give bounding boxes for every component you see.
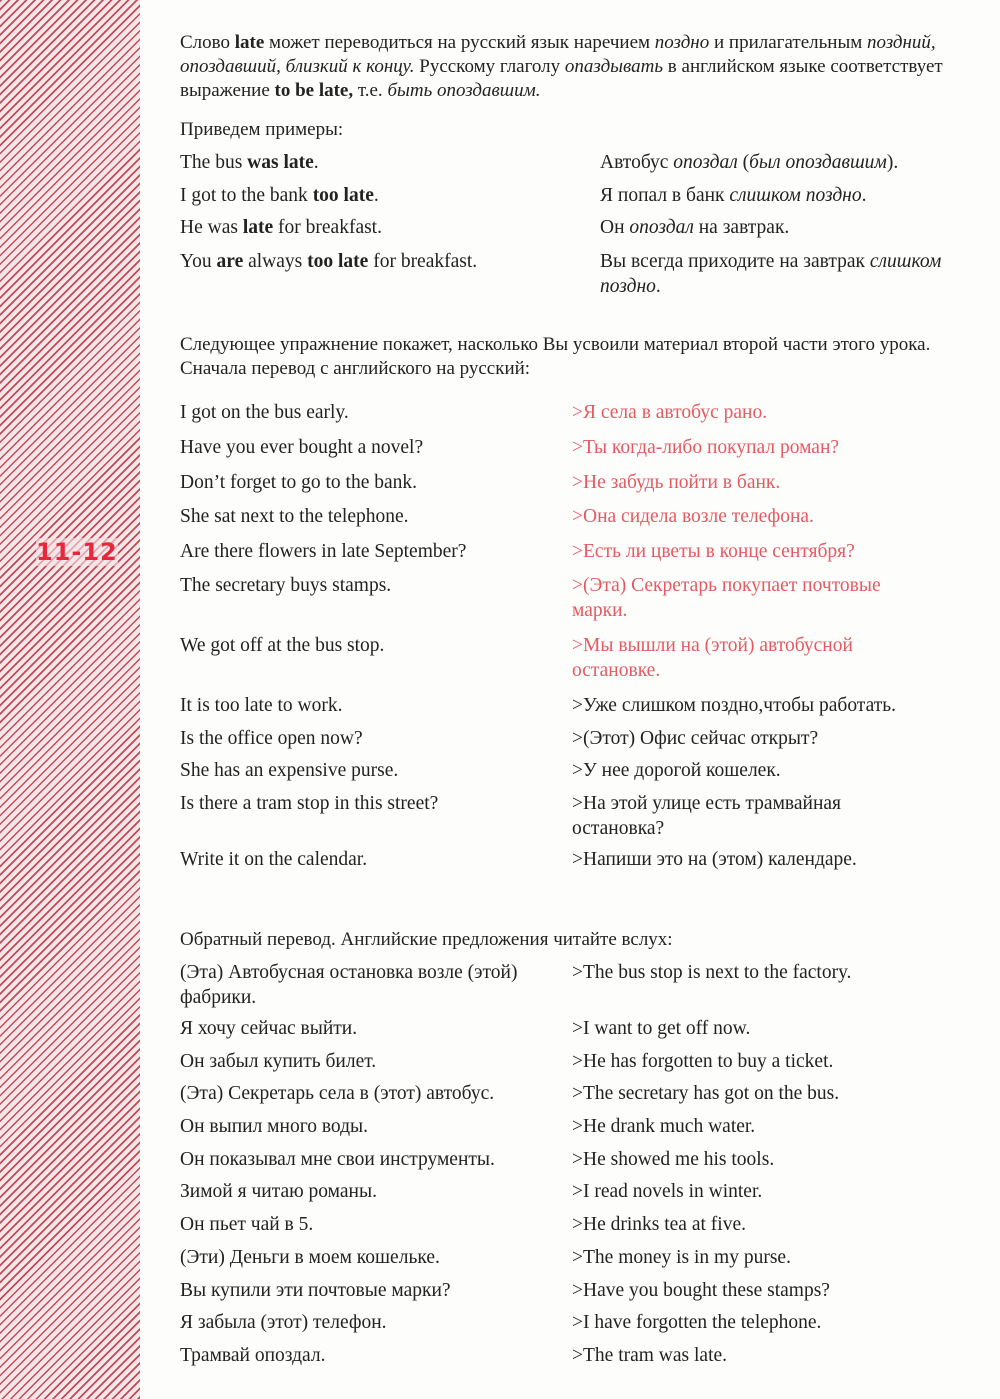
- exercise1-en: We got off at the bus stop.: [180, 635, 385, 656]
- exercise2-en: >The secretary has got on the bus.: [572, 1083, 840, 1104]
- example-ru: Вы всегда приходите на завтрак слишком поздно.: [600, 251, 942, 297]
- example-ru: Он опоздал на завтрак.: [600, 217, 790, 238]
- exercise1-ru: >Я села в автобус рано.: [572, 402, 768, 423]
- exercise1-en: The secretary buys stamps.: [180, 575, 392, 596]
- exercise2-ru: Он показывал мне свои инструменты.: [180, 1149, 495, 1170]
- exercise1-en: Is the office open now?: [180, 728, 363, 749]
- exercise1-ru: >Уже слишком поздно,чтобы работать.: [572, 695, 897, 716]
- exercise2-ru: Он выпил много воды.: [180, 1116, 369, 1137]
- exercise1-en: Is there a tram stop in this street?: [180, 793, 439, 814]
- exercise1-ru: >Не забудь пойти в банк.: [572, 472, 781, 493]
- exercise1-en: Write it on the calendar.: [180, 849, 368, 870]
- exercise2-ru: Он пьет чай в 5.: [180, 1214, 314, 1235]
- exercise2-intro: Обратный перевод. Английские предложения читайте вслух:: [180, 929, 673, 950]
- example-ru: Автобус опоздал (был опоздавшим).: [600, 152, 899, 173]
- exercise1-ru: >На этой улице есть трамвайная остановка?: [572, 793, 842, 839]
- exercise1-en: Have you ever bought a novel?: [180, 437, 424, 458]
- exercise1-ru: >Напиши это на (этом) календаре.: [572, 849, 857, 870]
- exercise2-ru: Я забыла (этот) телефон.: [180, 1312, 387, 1333]
- exercise1-ru: >Она сидела возле телефона.: [572, 506, 814, 527]
- exercise2-en: >I have forgotten the telephone.: [572, 1312, 822, 1333]
- exercise2-en: >He has forgotten to buy a ticket.: [572, 1051, 834, 1072]
- exercise1-en: She has an expensive purse.: [180, 760, 399, 781]
- exercise1-ru: >Ты когда-либо покупал роман?: [572, 437, 840, 458]
- lesson-number-tag: 11-12: [36, 538, 118, 566]
- exercise2-ru: Вы купили эти почтовые марки?: [180, 1280, 451, 1301]
- exercise2-ru: Зимой я читаю романы.: [180, 1181, 377, 1202]
- striped-sidebar: [0, 0, 140, 1399]
- example-en: I got to the bank too late.: [180, 185, 379, 206]
- exercise2-en: >He drinks tea at five.: [572, 1214, 746, 1235]
- exercise2-en: >He showed me his tools.: [572, 1149, 775, 1170]
- exercise2-ru: Он забыл купить билет.: [180, 1051, 377, 1072]
- exercise2-en: >The money is in my purse.: [572, 1247, 791, 1268]
- exercise1-ru: >У нее дорогой кошелек.: [572, 760, 781, 781]
- examples-label: Приведем примеры:: [180, 119, 344, 140]
- exercise1-ru: >Мы вышли на (этой) автобусной остановке.: [572, 635, 853, 681]
- exercise1-en: It is too late to work.: [180, 695, 343, 716]
- exercise2-en: >Have you bought these stamps?: [572, 1280, 830, 1301]
- exercise1-en: I got on the bus early.: [180, 402, 349, 423]
- exercise1-ru: >(Этот) Офис сейчас открыт?: [572, 728, 819, 749]
- example-ru: Я попал в банк слишком поздно.: [600, 185, 867, 206]
- exercise2-ru: (Эти) Деньги в моем кошельке.: [180, 1247, 440, 1268]
- exercise2-en: >He drank much water.: [572, 1116, 756, 1137]
- example-en: He was late for breakfast.: [180, 217, 382, 238]
- example-en: The bus was late.: [180, 152, 319, 173]
- exercise2-ru: (Эта) Секретарь села в (этот) автобус.: [180, 1083, 495, 1104]
- exercise1-intro: Следующее упражнение покажет, насколько Вы усвоили материал второй части этого урока. Сначала перевод с английского на русский:: [180, 334, 931, 379]
- example-en: You are always too late for breakfast.: [180, 251, 478, 272]
- exercise1-ru: >(Эта) Секретарь покупает почтовые марки.: [572, 575, 881, 621]
- exercise2-ru: Я хочу сейчас выйти.: [180, 1018, 358, 1039]
- exercise2-en: >I want to get off now.: [572, 1018, 751, 1039]
- exercise1-ru: >Есть ли цветы в конце сентября?: [572, 541, 855, 562]
- exercise2-en: >The tram was late.: [572, 1345, 728, 1366]
- exercise2-en: >I read novels in winter.: [572, 1181, 763, 1202]
- exercise1-en: Don’t forget to go to the bank.: [180, 472, 418, 493]
- intro-paragraph: Слово late может переводиться на русский язык наречием поздно и прилагательным поздний, опоздавший, близкий к концу. Русскому глаголу опаздывать в английском языке соответствует выражение to be late, т.е. быть опоздавшим.: [180, 32, 943, 101]
- exercise2-en: >The bus stop is next to the factory.: [572, 962, 852, 983]
- exercise2-ru: Трамвай опоздал.: [180, 1345, 326, 1366]
- exercise1-en: She sat next to the telephone.: [180, 506, 409, 527]
- exercise1-en: Are there flowers in late September?: [180, 541, 467, 562]
- exercise2-ru: (Эта) Автобусная остановка возле (этой) фабрики.: [180, 962, 518, 1008]
